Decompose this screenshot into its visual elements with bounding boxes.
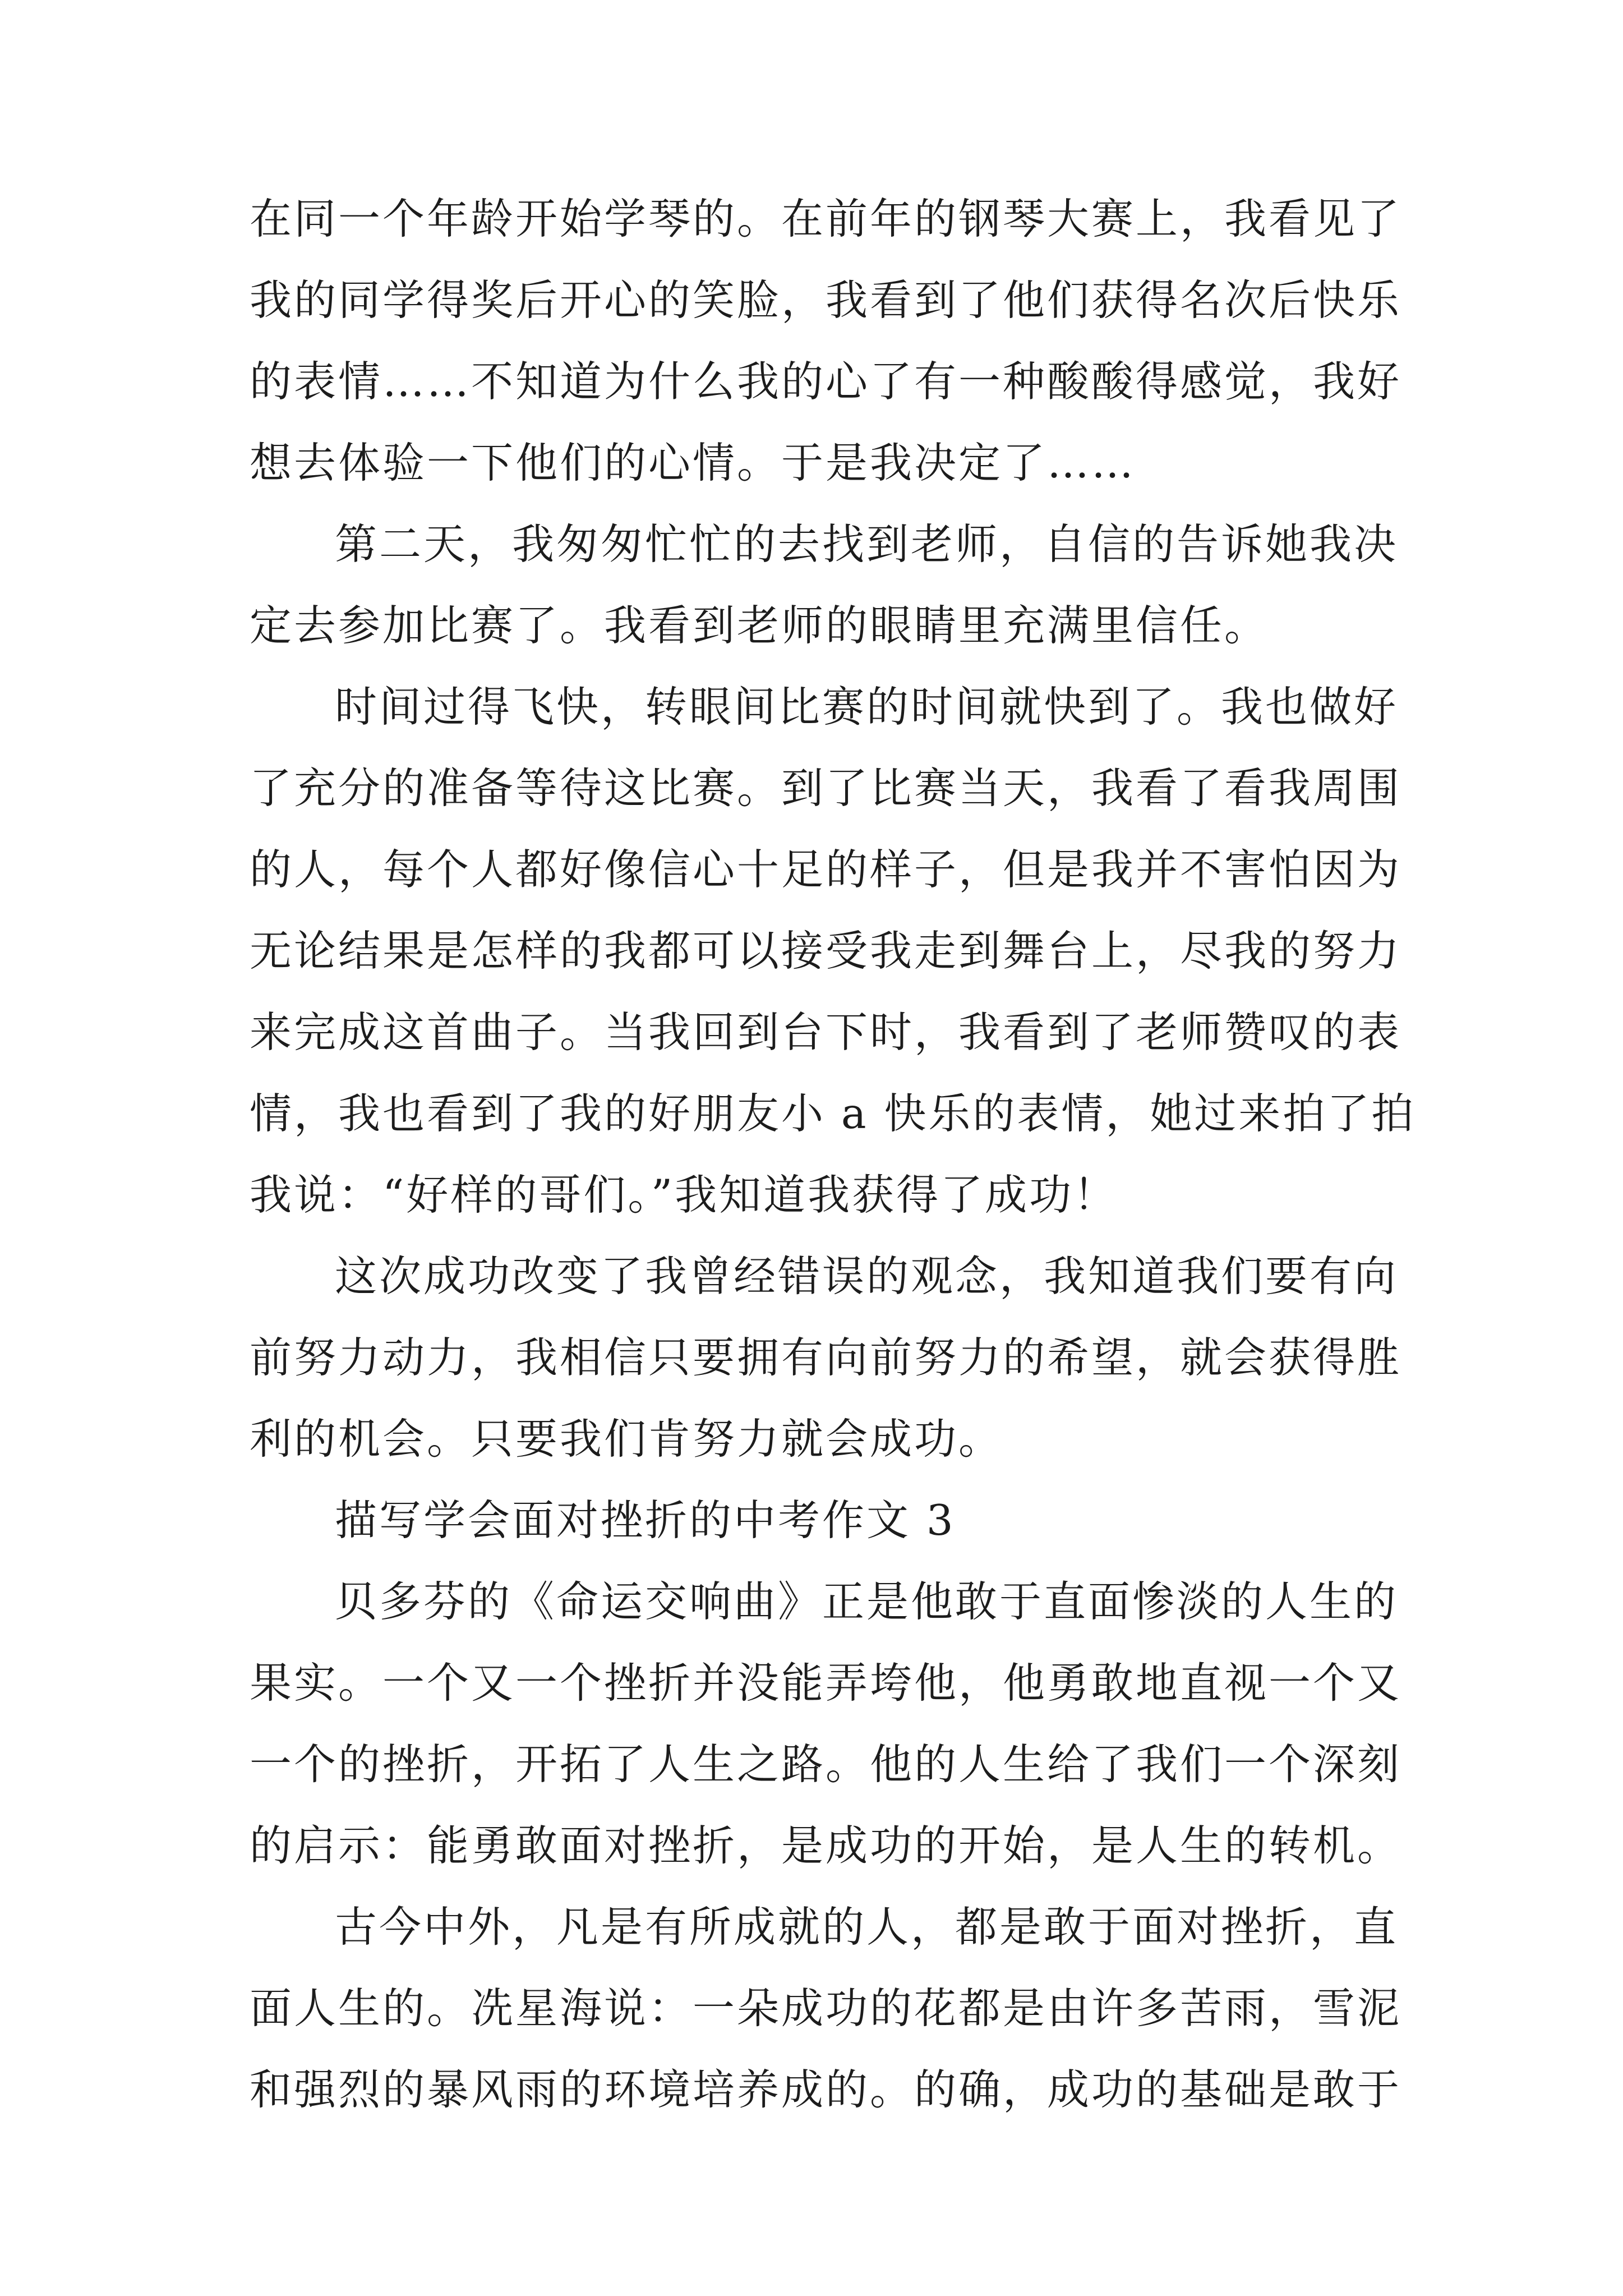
text-line: 时间过得飞快，转眼间比赛的时间就快到了。我也做好 xyxy=(335,682,1399,731)
text-line: 的启示：能勇敢面对挫折，是成功的开始，是人生的转机。 xyxy=(250,1821,1402,1870)
text-line: 情，我也看到了我的好朋友小 a 快乐的表情，她过来拍了拍 xyxy=(250,1089,1416,1138)
text-line: 我说：“好样的哥们。”我知道我获得了成功！ xyxy=(250,1170,1118,1220)
text-line: 了充分的准备等待这比赛。到了比赛当天，我看了看我周围 xyxy=(250,763,1402,813)
text-line: 我的同学得奖后开心的笑脸，我看到了他们获得名次后快乐 xyxy=(250,275,1402,325)
text-line: 第二天，我匆匆忙忙的去找到老师，自信的告诉她我决 xyxy=(335,519,1399,569)
document-body xyxy=(250,178,1416,2131)
text-line: 一个的挫折，开拓了人生之路。他的人生给了我们一个深刻 xyxy=(250,1740,1402,1789)
text-line: 利的机会。只要我们肯努力就会成功。 xyxy=(250,1414,1003,1464)
text-line: 面人生的。冼星海说：一朵成功的花都是由许多苦雨，雪泥 xyxy=(250,1984,1402,2033)
text-line: 描写学会面对挫折的中考作文 3 xyxy=(335,1496,956,1545)
text-line: 这次成功改变了我曾经错误的观念，我知道我们要有向 xyxy=(335,1251,1399,1301)
text-line: 前努力动力，我相信只要拥有向前努力的希望，就会获得胜 xyxy=(250,1333,1402,1382)
text-line: 在同一个年龄开始学琴的。在前年的钢琴大赛上，我看见了 xyxy=(250,194,1402,243)
text-line: 无论结果是怎样的我都可以接受我走到舞台上，尽我的努力 xyxy=(250,926,1402,976)
text-line: 古今中外，凡是有所成就的人，都是敢于面对挫折，直 xyxy=(335,1902,1399,1952)
text-line: 和强烈的暴风雨的环境培养成的。的确，成功的基础是敢于 xyxy=(250,2065,1402,2114)
text-line: 的人，每个人都好像信心十足的样子，但是我并不害怕因为 xyxy=(250,845,1402,894)
text-line: 贝多芬的《命运交响曲》正是他敢于直面惨淡的人生的 xyxy=(335,1577,1399,1626)
text-line: 果实。一个又一个挫折并没能弄垮他，他勇敢地直视一个又 xyxy=(250,1658,1402,1708)
text-line: 定去参加比赛了。我看到老师的眼睛里充满里信任。 xyxy=(250,601,1269,650)
text-line: 来完成这首曲子。当我回到台下时，我看到了老师赞叹的表 xyxy=(250,1007,1402,1057)
text-line: 的表情……不知道为什么我的心了有一种酸酸得感觉，我好 xyxy=(250,357,1402,406)
text-line: 想去体验一下他们的心情。于是我决定了…… xyxy=(250,438,1136,487)
